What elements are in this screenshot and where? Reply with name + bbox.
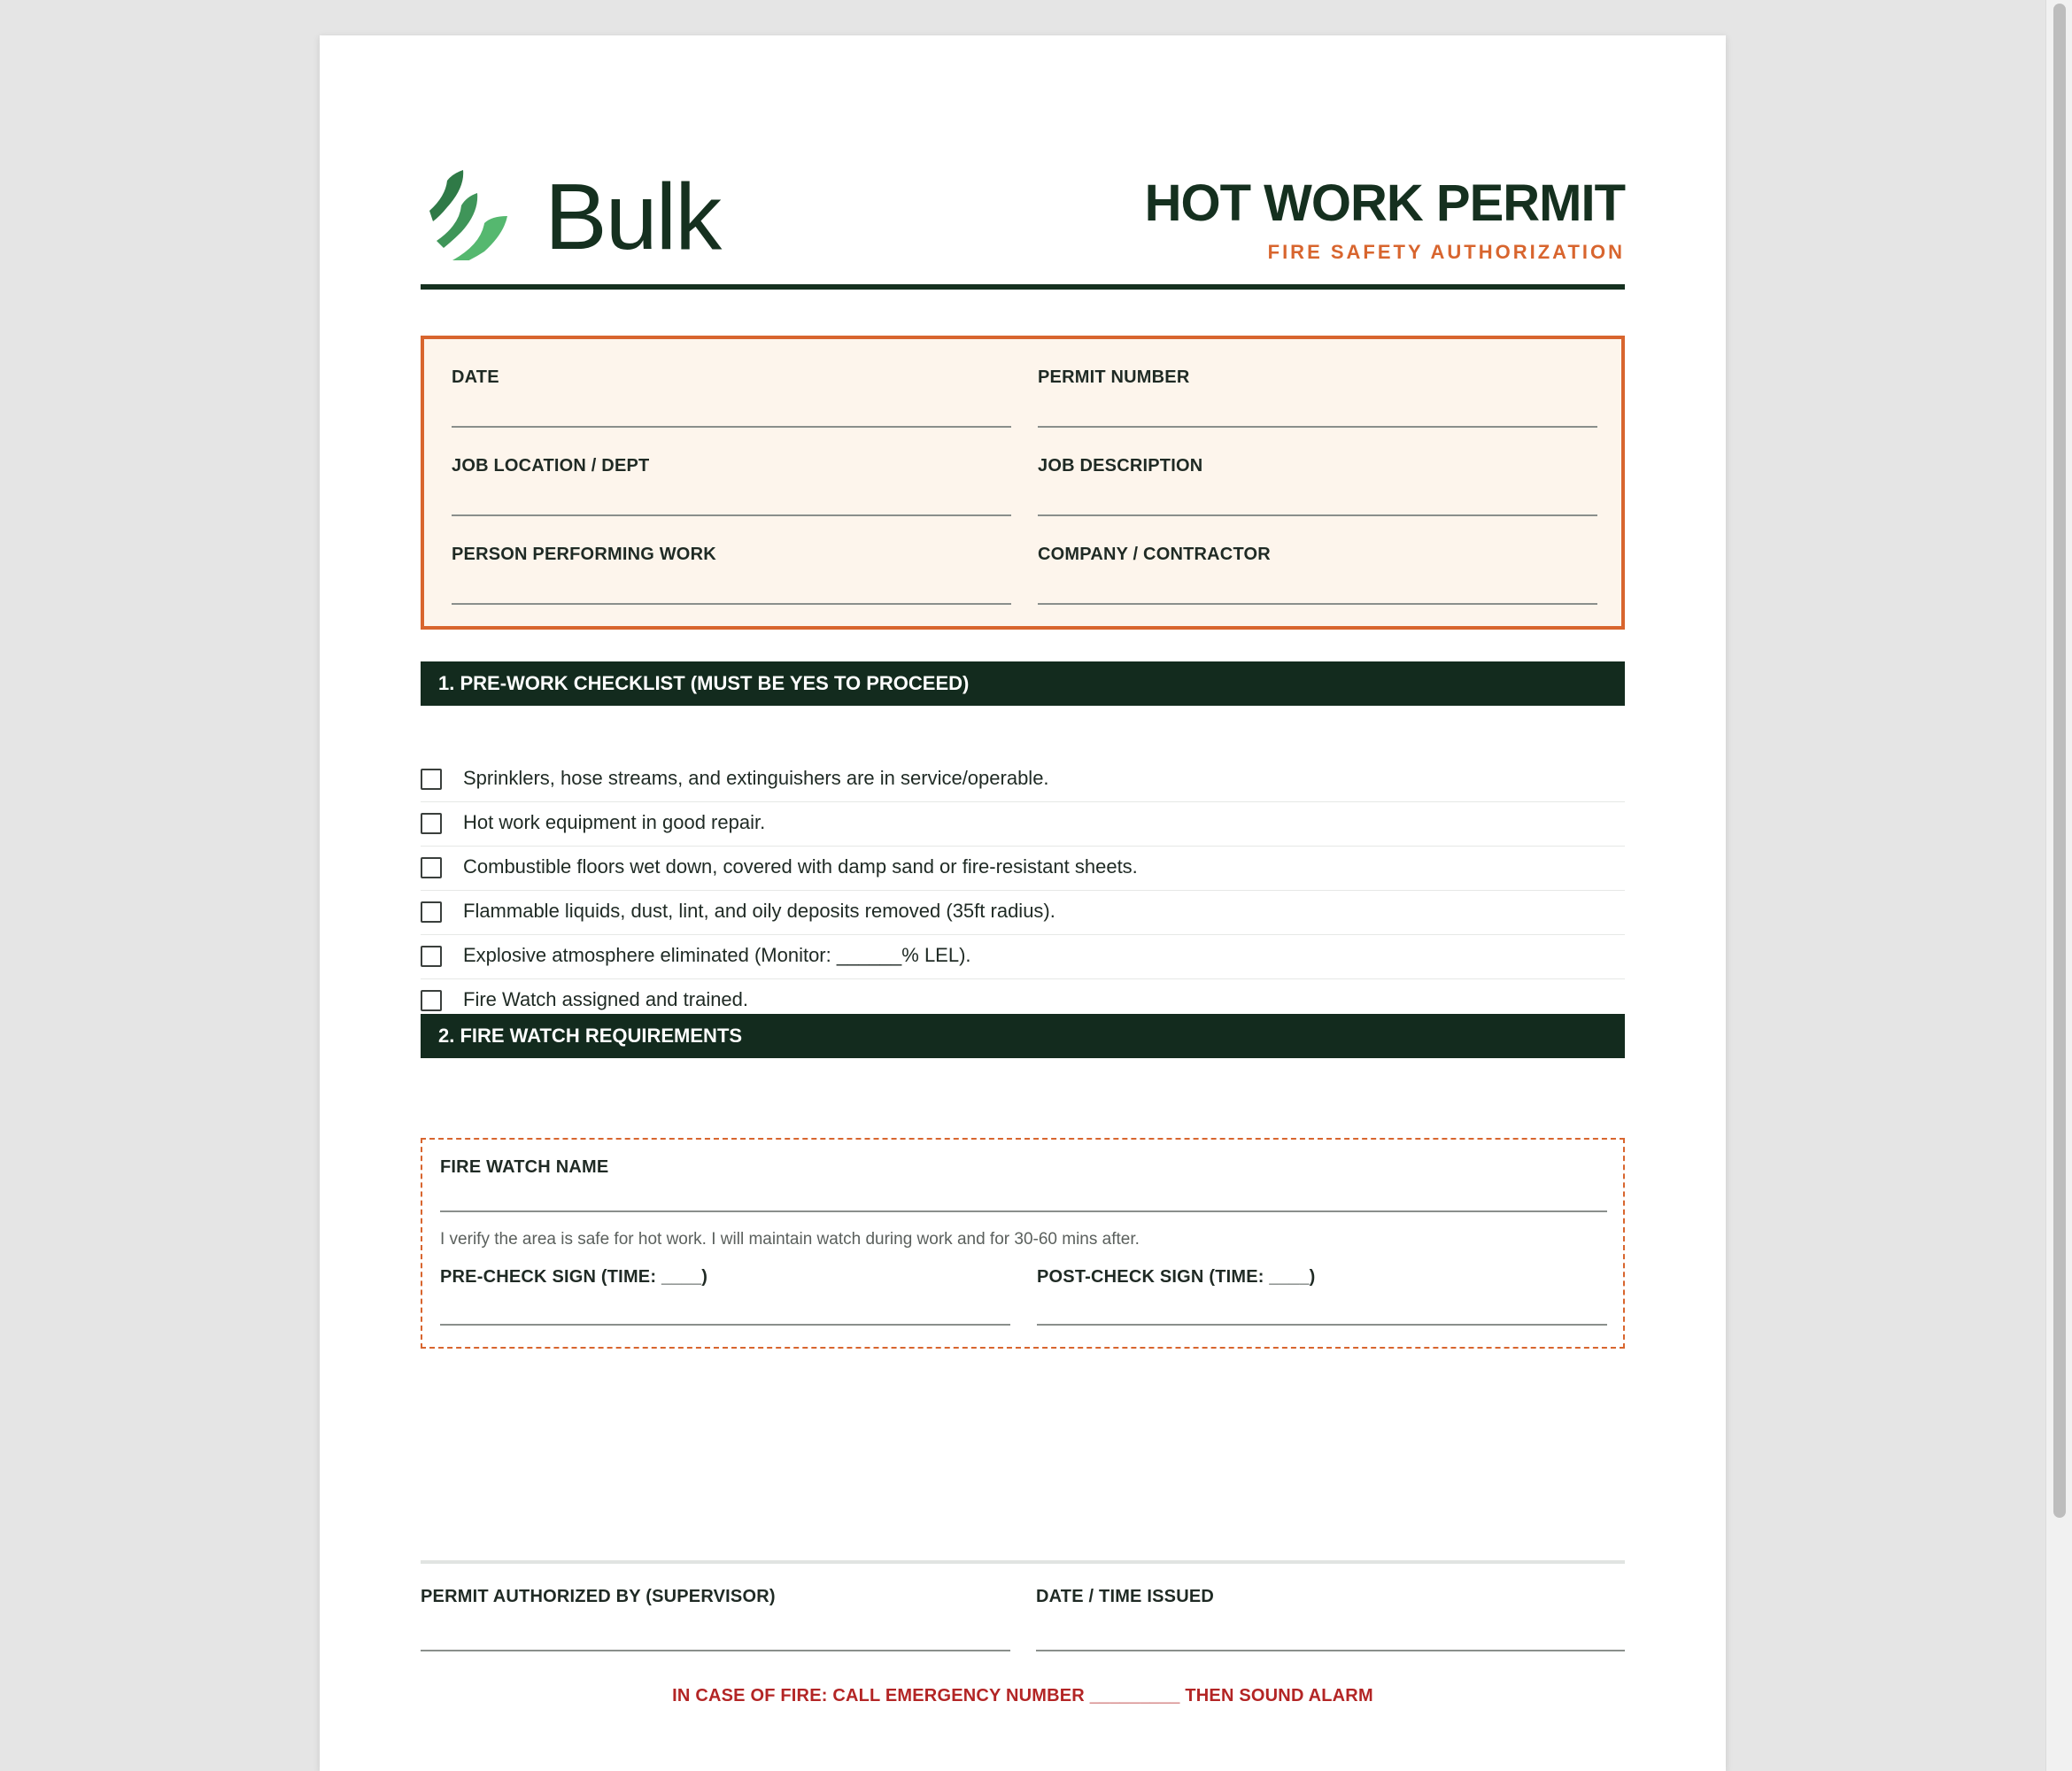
checklist-item-label: Explosive atmosphere eliminated (Monitor: ______% LEL).: [463, 944, 971, 966]
job-location-label: JOB LOCATION / DEPT: [452, 456, 650, 476]
checklist-item-label: Combustible floors wet down, covered with damp sand or fire-resistant sheets.: [463, 855, 1138, 878]
authorization-section: [421, 1587, 1625, 1658]
person-performing-field[interactable]: [452, 545, 1011, 608]
checkbox[interactable]: [421, 857, 442, 878]
job-description-field[interactable]: [1038, 456, 1597, 520]
header-divider: [421, 284, 1625, 290]
vertical-scrollbar[interactable]: [2045, 0, 2072, 1771]
verification-statement: I verify the area is safe for hot work. I will maintain watch during work and for 30-60 mins after.: [440, 1230, 1140, 1249]
checkbox[interactable]: [421, 990, 442, 1011]
date-field[interactable]: [452, 367, 1011, 431]
authorized-by-label: PERMIT AUTHORIZED BY (SUPERVISOR): [421, 1587, 776, 1606]
document-header: [421, 165, 1625, 292]
permit-number-input-line[interactable]: [1038, 426, 1597, 428]
checklist-item-label: Sprinklers, hose streams, and extinguishers are in service/operable.: [463, 767, 1049, 789]
date-time-issued-label: DATE / TIME ISSUED: [1036, 1587, 1215, 1606]
checkbox[interactable]: [421, 946, 442, 967]
fire-watch-name-input-line[interactable]: [440, 1210, 1607, 1212]
post-check-sign-line[interactable]: [1037, 1324, 1607, 1326]
job-location-field[interactable]: [452, 456, 1011, 520]
scrollbar-thumb[interactable]: [2053, 4, 2066, 1518]
checklist-item-label: Flammable liquids, dust, lint, and oily deposits removed (35ft radius).: [463, 900, 1055, 922]
page-subtitle: FIRE SAFETY AUTHORIZATION: [1267, 241, 1625, 263]
checklist-item[interactable]: [421, 757, 1625, 802]
checkbox[interactable]: [421, 901, 442, 923]
checklist-item-label: Hot work equipment in good repair.: [463, 811, 766, 833]
authorized-by-field[interactable]: [421, 1587, 1010, 1654]
date-label: DATE: [452, 367, 499, 387]
authorized-by-signature-line[interactable]: [421, 1650, 1010, 1651]
brand-name: Bulk: [545, 165, 721, 269]
fire-watch-heading: 2. FIRE WATCH REQUIREMENTS: [438, 1025, 743, 1047]
checklist-section-header: [421, 661, 1625, 706]
title-block: [1145, 168, 1625, 264]
checklist-heading: 1. PRE-WORK CHECKLIST (MUST BE YES TO PROCEED): [438, 672, 970, 694]
job-description-input-line[interactable]: [1038, 514, 1597, 516]
person-performing-label: PERSON PERFORMING WORK: [452, 545, 716, 564]
checklist-item-label: Fire Watch assigned and trained.: [463, 988, 749, 1010]
date-time-issued-field[interactable]: [1036, 1587, 1625, 1654]
checklist-item[interactable]: [421, 934, 1625, 979]
permit-info-box: [421, 336, 1625, 630]
company-input-line[interactable]: [1038, 603, 1597, 605]
permit-number-field[interactable]: [1038, 367, 1597, 431]
checklist-item[interactable]: [421, 890, 1625, 935]
checkbox[interactable]: [421, 769, 442, 790]
post-check-sign-label: POST-CHECK SIGN (TIME: ____): [1037, 1267, 1316, 1287]
pre-check-sign-field[interactable]: [440, 1267, 1010, 1331]
checklist-item[interactable]: [421, 846, 1625, 891]
fire-watch-name-label: FIRE WATCH NAME: [440, 1157, 609, 1177]
fire-watch-name-field[interactable]: [440, 1157, 1607, 1219]
emergency-notice: IN CASE OF FIRE: CALL EMERGENCY NUMBER _________ THEN SOUND ALARM: [672, 1686, 1373, 1705]
person-performing-input-line[interactable]: [452, 603, 1011, 605]
job-description-label: JOB DESCRIPTION: [1038, 456, 1203, 476]
company-label: COMPANY / CONTRACTOR: [1038, 545, 1271, 564]
permit-number-label: PERMIT NUMBER: [1038, 367, 1190, 387]
date-time-issued-line[interactable]: [1036, 1650, 1625, 1651]
footer-divider: [421, 1560, 1625, 1564]
permit-page: [320, 35, 1726, 1771]
checklist-item[interactable]: [421, 801, 1625, 847]
fire-watch-box: [421, 1138, 1625, 1349]
page-title: HOT WORK PERMIT: [1144, 174, 1625, 232]
checkbox[interactable]: [421, 813, 442, 834]
fire-watch-section-header: [421, 1014, 1625, 1058]
wave-stripes-icon: [421, 168, 518, 260]
pre-check-sign-label: PRE-CHECK SIGN (TIME: ____): [440, 1267, 708, 1287]
pre-work-checklist: [421, 757, 1625, 1023]
pre-check-sign-line[interactable]: [440, 1324, 1010, 1326]
post-check-sign-field[interactable]: [1037, 1267, 1607, 1331]
company-field[interactable]: [1038, 545, 1597, 608]
date-input-line[interactable]: [452, 426, 1011, 428]
job-location-input-line[interactable]: [452, 514, 1011, 516]
